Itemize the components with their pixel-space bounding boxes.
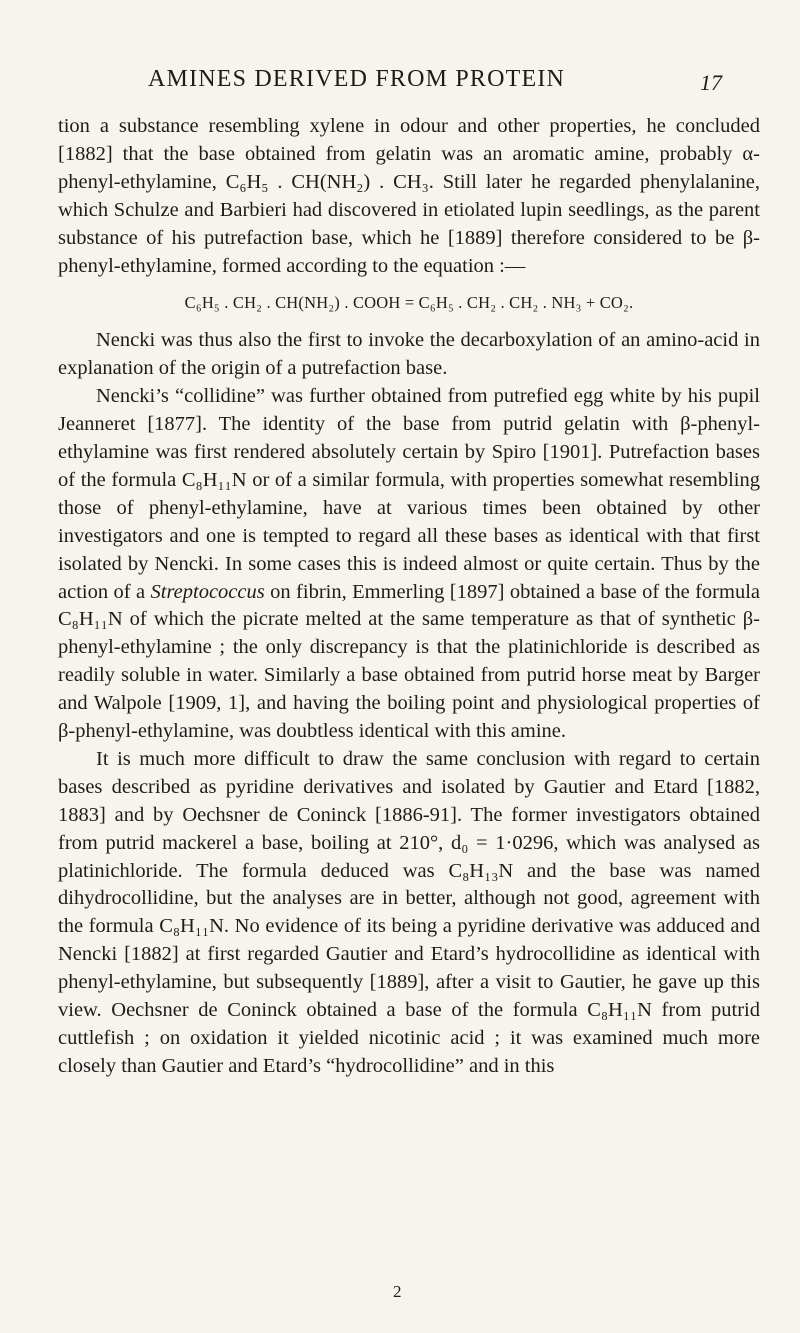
- signature-mark: 2: [393, 1282, 402, 1301]
- chemical-equation: C₆H₅ . CH₂ . CH(NH₂) . COOH = C₆H₅ . CH₂ . CH₂ . NH₃ + CO₂.: [184, 293, 634, 313]
- running-head: AMINES DERIVED FROM PROTEIN: [148, 66, 566, 92]
- paragraph-3-text-b: on fibrin, Emmerling [1897] obtained a base of the formula C₈H₁₁N of which the picrate melted at the same temperature as that of synthetic β-phenyl-ethylamine ; the only discrepancy is that the platinichloride is described as readily soluble in water. Similarly a base obtained from putrid horse meat by Barger and Walpole [1909, 1], and having the boiling point and physiological properties of β-phenyl-ethylamine, was doubtless identical with this amine.: [58, 580, 761, 743]
- paragraph-2: Nencki was thus also the first to invoke the decarboxylation of an amino-acid in explanation of the origin of a putrefaction base.: [58, 329, 760, 380]
- paragraph-3-text-a: Nencki’s “collidine” was further obtained from putrefied egg white by his pupil Jeanneret [1877]. The identity of the base from putrid gelatin with β-phenyl-ethylamine was first rendered absolutely certain by Spiro [1901]. Putrefaction bases of the formula C₈H₁₁N or of a similar formula, with properties somewhat resembling those of phenyl-ethylamine, have at various times been obtained by other investigators and one is tempted to regard all these bases as identical with that first isolated by Nencki. In some cases this is indeed almost or quite certain. Thus by the action of a: [58, 385, 760, 603]
- paragraph-1: tion a substance resembling xylene in odour and other properties, he concluded [1882] that the base obtained from gelatin was an aromatic amine, probably α-phenyl-ethylamine, C₆H₅ . CH(NH₂) . CH₃. Still later he regarded phenylalanine, which Schulze and Barbieri had discovered in etiolated lupin seedlings, as the parent substance of his putrefaction base, which he [1889] therefore considered to be β-phenyl-ethylamine, formed according to the equation :—: [58, 115, 760, 277]
- paragraph-4: It is much more difficult to draw the same conclusion with regard to certain bases described as pyridine derivatives and isolated by Gautier and Etard [1882, 1883] and by Oechsner de Coninck [1886-91]. The former investigators obtained from putrid mackerel a base, boiling at 210°, d₀ = 1·0296, which was analysed as platinichloride. The formula deduced was C₈H₁₃N and the base was named dihydrocollidine, but the analyses are in better, although not good, agreement with the formula C₈H₁₁N. No evidence of its being a pyridine derivative was adduced and Nencki [1882] at first regarded Gautier and Etard’s hydrocollidine as identical with phenyl-ethylamine, but subsequently [1889], after a visit to Gautier, he gave up this view. Oechsner de Coninck obtained a base of the formula C₈H₁₁N from putrid cuttlefish ; on oxidation it yielded nicotinic acid ; it was examined much more closely than Gautier and Etard’s “hydrocollidine” and in this: [58, 747, 760, 1077]
- paragraph-3-italic-term: Streptococcus: [150, 580, 265, 603]
- paragraph-3: [58, 383, 760, 746]
- page-number: 17: [700, 70, 722, 95]
- body-text: [58, 113, 760, 1081]
